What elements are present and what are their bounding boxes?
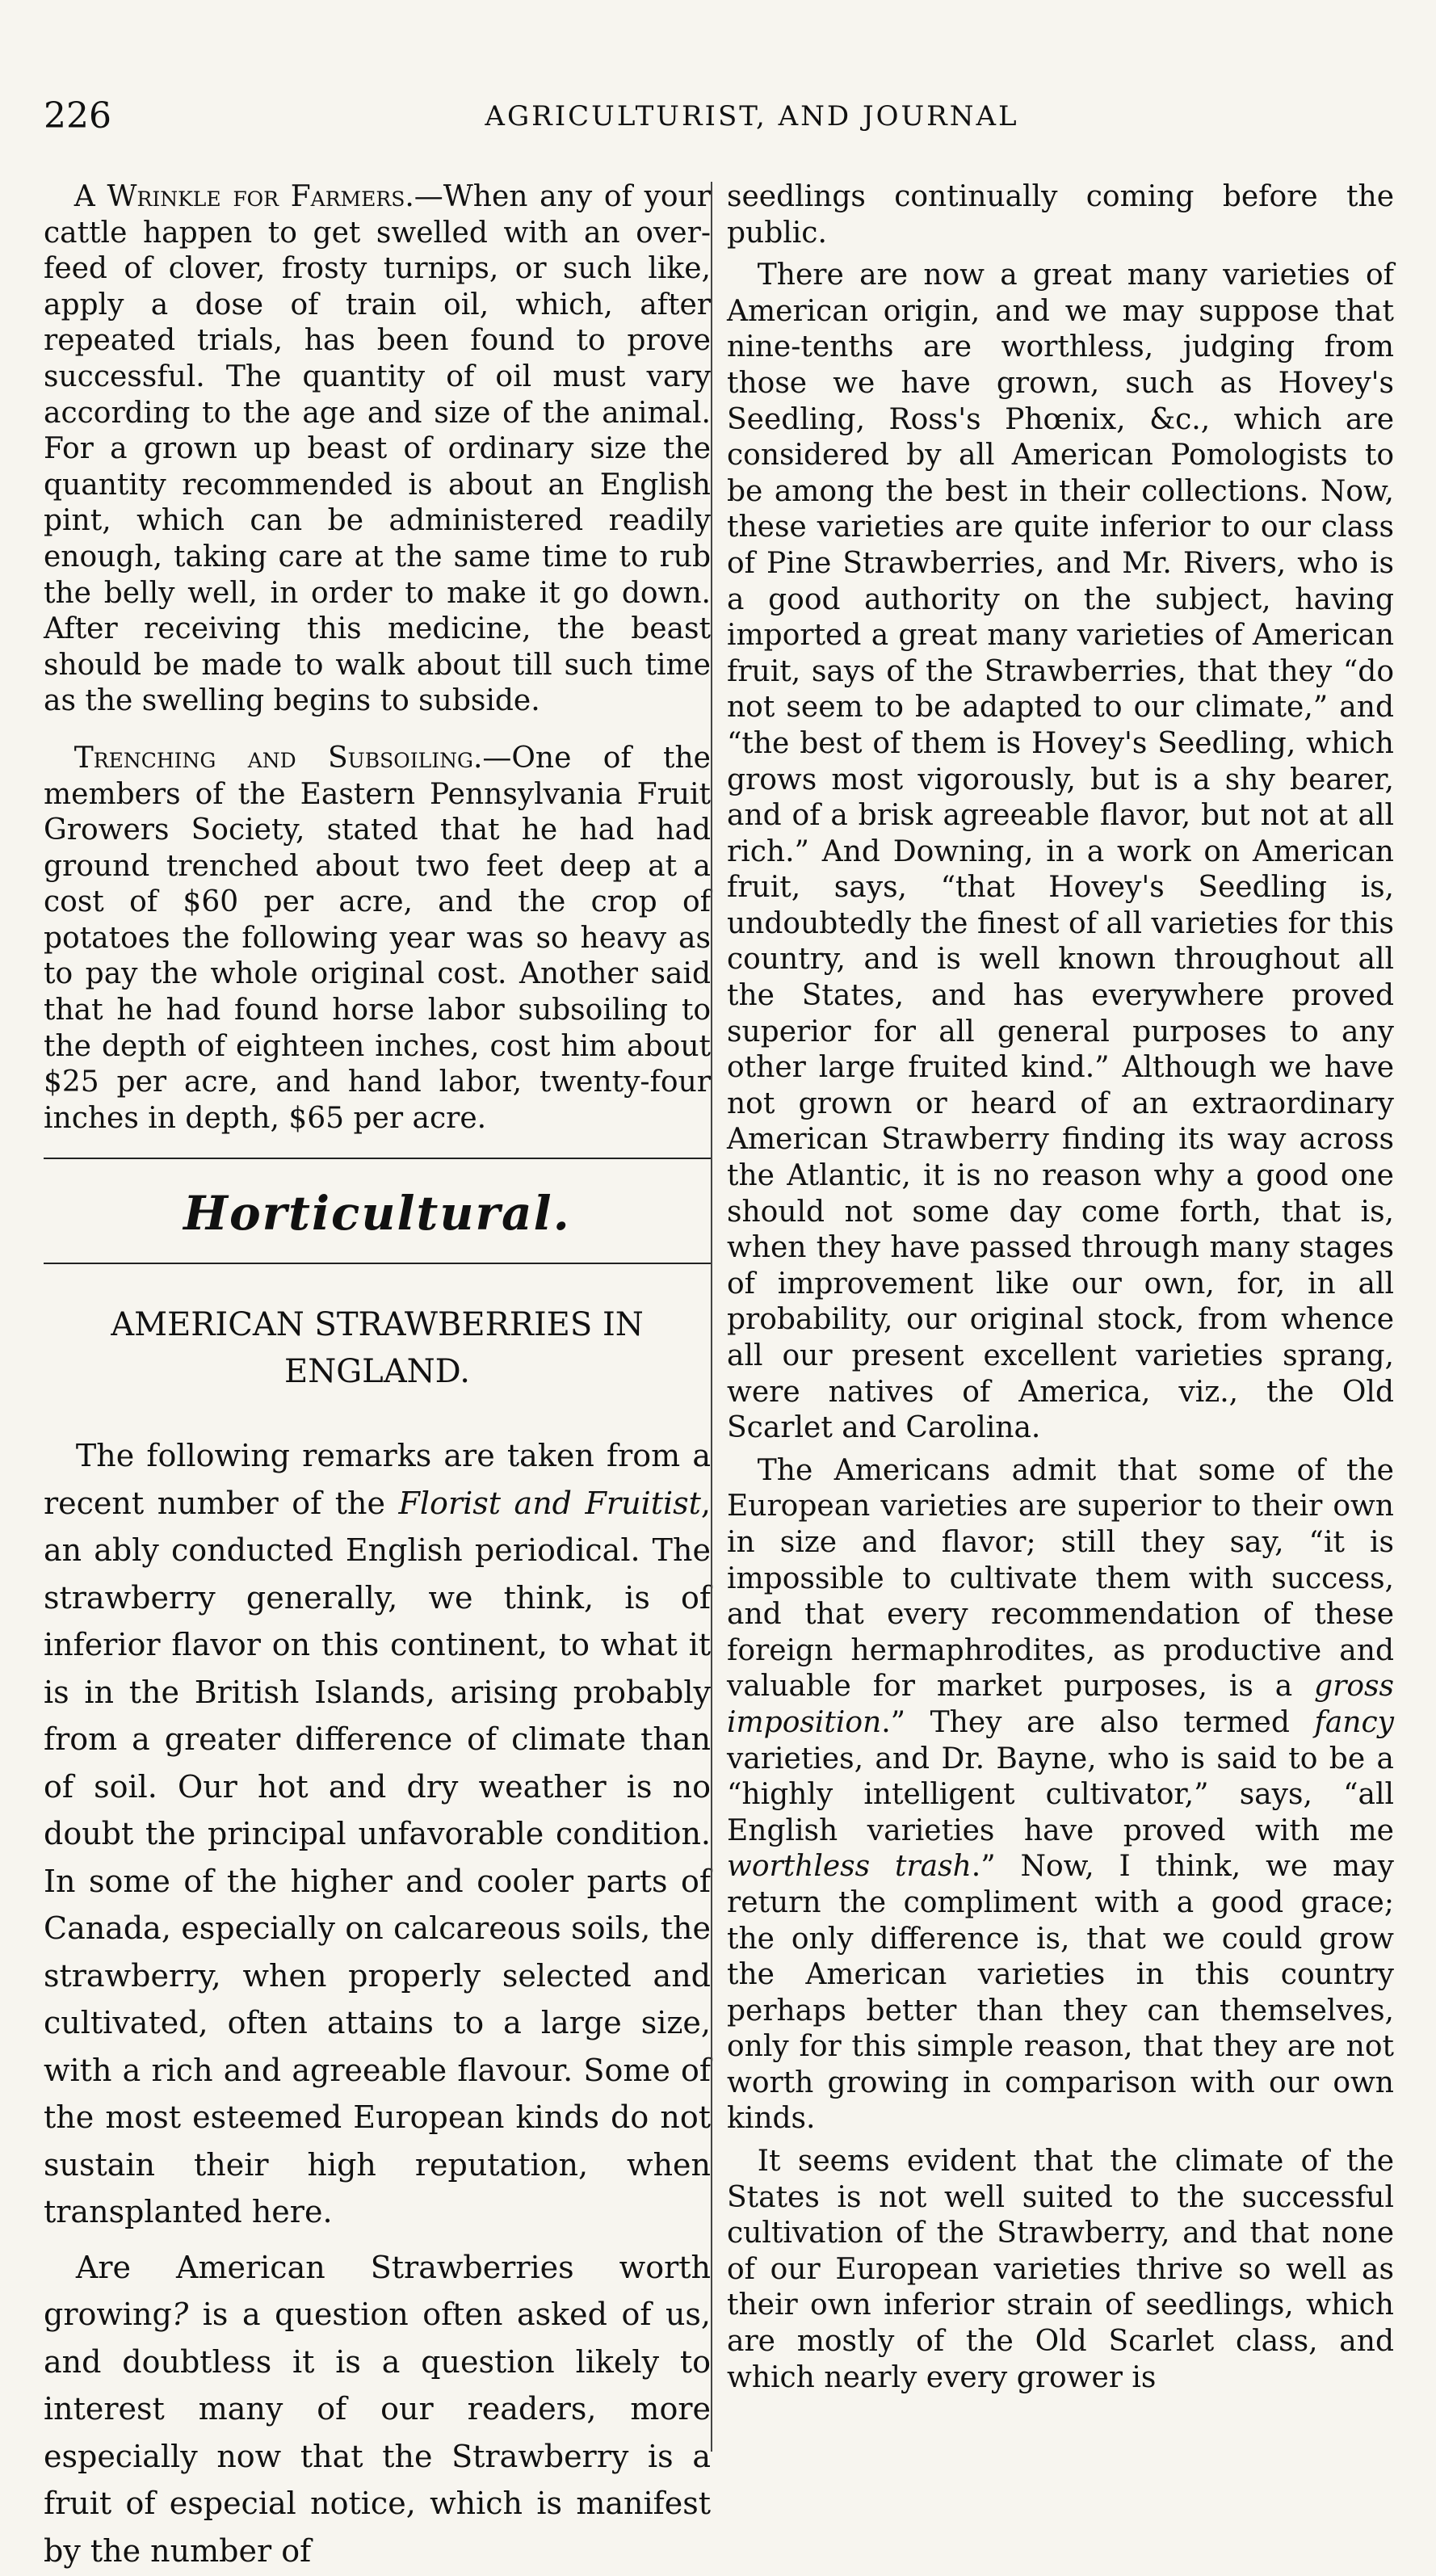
article-paragraph-1 (44, 1432, 711, 2236)
article-body-left (44, 1432, 711, 2574)
rp2-d: .” Now, I think, we may return the compliment with a good grace; the only difference is, that we could grow the American varieties in this country perhaps better than they can themselves, only for this simple reason, that they are not worth growing in comparison with our own kinds. (727, 1850, 1394, 2136)
section-rule-top (44, 1158, 711, 1159)
wrinkle-text: —When any of your cattle happen to get swelled with an over-feed of clover, frosty turnips, or such like, apply a dose of train oil, which, after repeated trials, has been found to prove successful. The quantity of oil must vary according to the age and size of the animal. For a grown up beast of ordinary size the quantity recommended is about an English pint, which can be administered readily enough, taking care at the same time to rub the belly well, in order to make it go down. After receiving this medicine, the beast should be made to walk about till such time as the swelling begins to subside. (44, 180, 711, 718)
running-title: AGRICULTURIST, AND JOURNAL (485, 100, 1019, 132)
right-paragraph-2 (727, 1453, 1394, 2137)
section-rule-bottom (44, 1263, 711, 1264)
para2-question-mark: ? (171, 2297, 189, 2333)
right-column (727, 179, 1394, 2396)
rp2-italic-3: worthless trash (727, 1850, 972, 1884)
column-divider (711, 182, 712, 2452)
left-column (44, 179, 711, 2574)
para2-text-b: is a question often asked of us, and doubtless it is a question likely to interest many of our readers, more especially now that the Strawberry is a fruit of especial notice, which is manifest by the number of (44, 2297, 711, 2569)
wrinkle-paragraph (44, 179, 711, 720)
right-paragraph-1: There are now a great many varieties of American origin, and we may suppose that nine-tenths are worthless, judging from those we have grown, such as Hovey's Seedling, Ross's Phœnix, &c., which are considered by all American Pomologists to be among the best in their collections. Now, these varieties are quite inferior to our class of Pine Strawberries, and Mr. Rivers, who is a good authority on the subject, having imported a great many varieties of American fruit, says of the Strawberries, that they “do not seem to be adapted to our climate,” and “the best of them is Hovey's Seedling, which grows most vigorously, but is a shy bearer, and of a brisk agreeable flavor, but not at all rich.” And Downing, in a work on American fruit, says, “that Hovey's Seedling is, undoubtedly the finest of all varieties for this country, and is well known throughout all the States, and has everywhere proved superior for all general purposes to any other large fruited kind.” Although we have not grown or heard of an extraordinary American Strawberry finding its way across the Atlantic, it is no reason why a good one should not some day come forth, that is, when they have passed through many stages of improvement like our own, for, in all probability, our original stock, from whence all our present excellent varieties sprang, were natives of America, viz., the Old Scarlet and Carolina. (727, 258, 1394, 1445)
article-title: AMERICAN STRAWBERRIES IN ENGLAND. (111, 1306, 644, 1391)
trenching-lead: Trenching and Subsoiling. (73, 741, 483, 775)
rp2-b: .” They are also termed (881, 1705, 1315, 1739)
rp2-italic-1: gross imposition (727, 1670, 1394, 1739)
department-heading: Horticultural. (183, 1186, 571, 1242)
trenching-text: —One of the members of the Eastern Pennsylvania Fruit Growers Society, stated that he had had ground trenched about two feet deep at a cost of $60 per acre, and the crop of potatoes the following year was so heavy as to pay the whole original cost. Another said that he had found horse labor subsoiling to the depth of eighteen inches, cost him about $25 per acre, and hand labor, twenty-four inches in depth, $65 per acre. (44, 741, 711, 1135)
rp2-a: The Americans admit that some of the European varieties are superior to their own in size and flavor; still they say, “it is impossible to cultivate them with success, and that every recommendation of these foreign hermaphrodites, as productive and valuable for market purposes, is a (727, 1453, 1394, 1704)
periodical-title: Florist and Fruitist (398, 1485, 701, 1521)
para2-text-a: Are American Strawberries worth growing (44, 2249, 711, 2333)
rp2-italic-2: fancy (1314, 1705, 1394, 1739)
para1-text-a: The following remarks are taken from a recent number of the (44, 1438, 711, 1521)
running-head (44, 95, 1388, 144)
wrinkle-lead: A Wrinkle for Farmers. (73, 180, 414, 213)
article-paragraph-2 (44, 2244, 711, 2575)
page-number: 226 (44, 95, 111, 137)
continuation-text: seedlings continually coming before the public. (727, 180, 1394, 250)
rp2-c: varieties, and Dr. Bayne, who is said to be a “highly intelligent cultivator,” says, “all English varieties have proved with me (727, 1742, 1394, 1847)
trenching-paragraph (44, 741, 711, 1137)
right-paragraph-3: It seems evident that the climate of the States is not well suited to the successful cultivation of the Strawberry, and that none of our European varieties thrive so well as their own inferior strain of seedlings, which are mostly of the Old Scarlet class, and which nearly every grower is (727, 2145, 1394, 2394)
para1-text-b: , an ably conducted English periodical. The strawberry generally, we think, is of inferior flavor on this continent, to what it is in the British Islands, arising probably from a greater difference of climate than of soil. Our hot and dry weather is no doubt the principal unfavorable condition. In some of the higher and cooler parts of Canada, especially on calcareous soils, the strawberry, when properly selected and cultivated, often attains to a large size, with a rich and agreeable flavour. Some of the most esteemed European kinds do not sustain their high reputation, when transplanted here. (44, 1485, 712, 2230)
